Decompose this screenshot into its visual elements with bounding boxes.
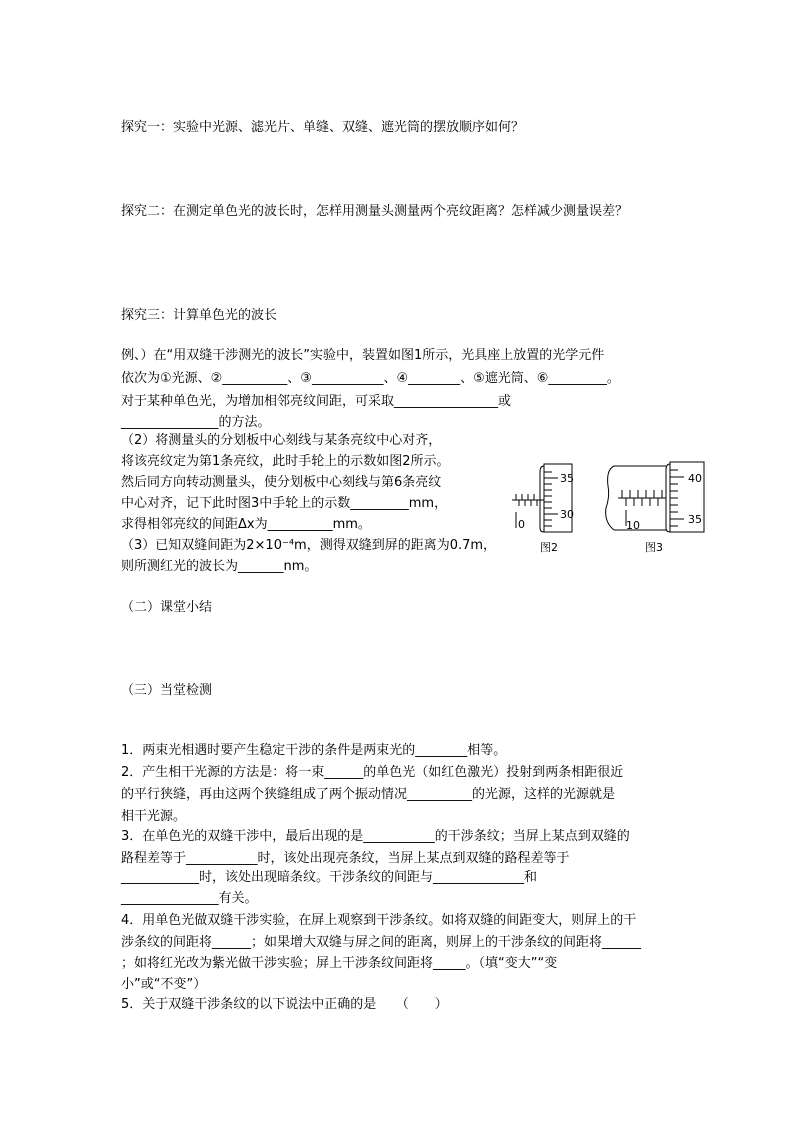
test-line: 5．关于双缝干涉条纹的以下说法中正确的是 （ ） [121,997,448,1012]
example-line: 依次为①光源、②__________、③___________、④________、⑤遮光筒、⑥_________。 [121,371,620,386]
example-line: （2）将测量头的分划板中心刻线与某条亮纹中心对齐， [121,433,442,448]
example-line: _______________的方法。 [121,415,271,430]
figure-2-micrometer [512,460,592,539]
example-line: 将该亮纹定为第1条亮纹，此时手轮上的示数如图2所示。 [121,454,450,469]
fig3-scale-label: 35 [688,513,702,526]
test-line: 涉条纹的间距将______；如果增大双缝与屏之间的距离，则屏上的干涉条纹的间距将______ [121,935,642,950]
explore-question-3: 探究三：计算单色光的波长 [121,308,278,323]
example-line: （3）已知双缝间距为2×10⁻⁴m，测得双缝到屏的距离为0.7m， [121,538,497,553]
test-line: 的平行狭缝，再由这两个狭缝组成了两个振动情况__________的光源，这样的光源就是 [121,787,616,802]
test-line: 相干光源。 [121,809,187,824]
example-line: 例、）在“用双缝干涉测光的波长”实验中，装置如图1所示，光具座上放置的光学元件 [121,348,605,363]
fig2-scale-label: 35 [560,472,574,485]
test-line: ____________时，该处出现暗条纹。干涉条纹的间距与______________和 [121,870,538,885]
example-line: 然后同方向转动测量头，使分划板中心刻线与第6条亮纹 [121,475,442,490]
figure-3-caption: 图3 [645,541,663,554]
fig3-scale-label: 10 [626,519,640,532]
fig2-scale-label: 30 [560,508,574,521]
test-line: ；如将红光改为紫光做干涉实验；屏上干涉条纹间距将_____。（填“变大”“变 [121,956,558,971]
example-line: 则所测红光的波长为_______nm。 [121,559,318,574]
test-line: 路程差等于___________时，该处出现亮条纹，当屏上某点到双缝的路程差等于 [121,851,570,866]
test-heading: （三）当堂检测 [121,683,213,698]
example-line: 求得相邻亮纹的间距Δx为__________mm。 [121,517,371,532]
explore-question-1: 探究一：实验中光源、滤光片、单缝、双缝、遮光筒的摆放顺序如何？ [121,120,525,135]
example-line: 对于某种单色光，为增加相邻亮纹间距，可采取________________或 [121,394,512,409]
test-line: 1．两束光相遇时要产生稳定干涉的条件是两束光的________相等。 [121,743,507,758]
fig2-scale-label: 0 [518,518,525,531]
figure-3-micrometer [604,460,714,539]
figure-2-caption: 图2 [540,541,558,554]
test-line: 小”或“不变”） [121,977,207,992]
test-line: 3．在单色光的双缝干涉中，最后出现的是___________的干涉条纹；当屏上某点到双缝的 [121,829,630,844]
example-line: 中心对齐，记下此时图3中手轮上的示数_________mm， [121,496,448,511]
explore-question-2: 探究二：在测定单色光的波长时，怎样用测量头测量两个亮纹距离？怎样减少测量误差？ [121,204,629,219]
summary-heading: （二）课堂小结 [121,600,213,615]
test-line: _______________有关。 [121,891,258,906]
fig3-scale-label: 40 [688,472,702,485]
test-line: 2．产生相干光源的方法是：将一束______的单色光（如红色激光）投射到两条相距很近 [121,765,624,780]
test-line: 4．用单色光做双缝干涉实验，在屏上观察到干涉条纹。如将双缝的间距变大，则屏上的干 [121,913,637,928]
